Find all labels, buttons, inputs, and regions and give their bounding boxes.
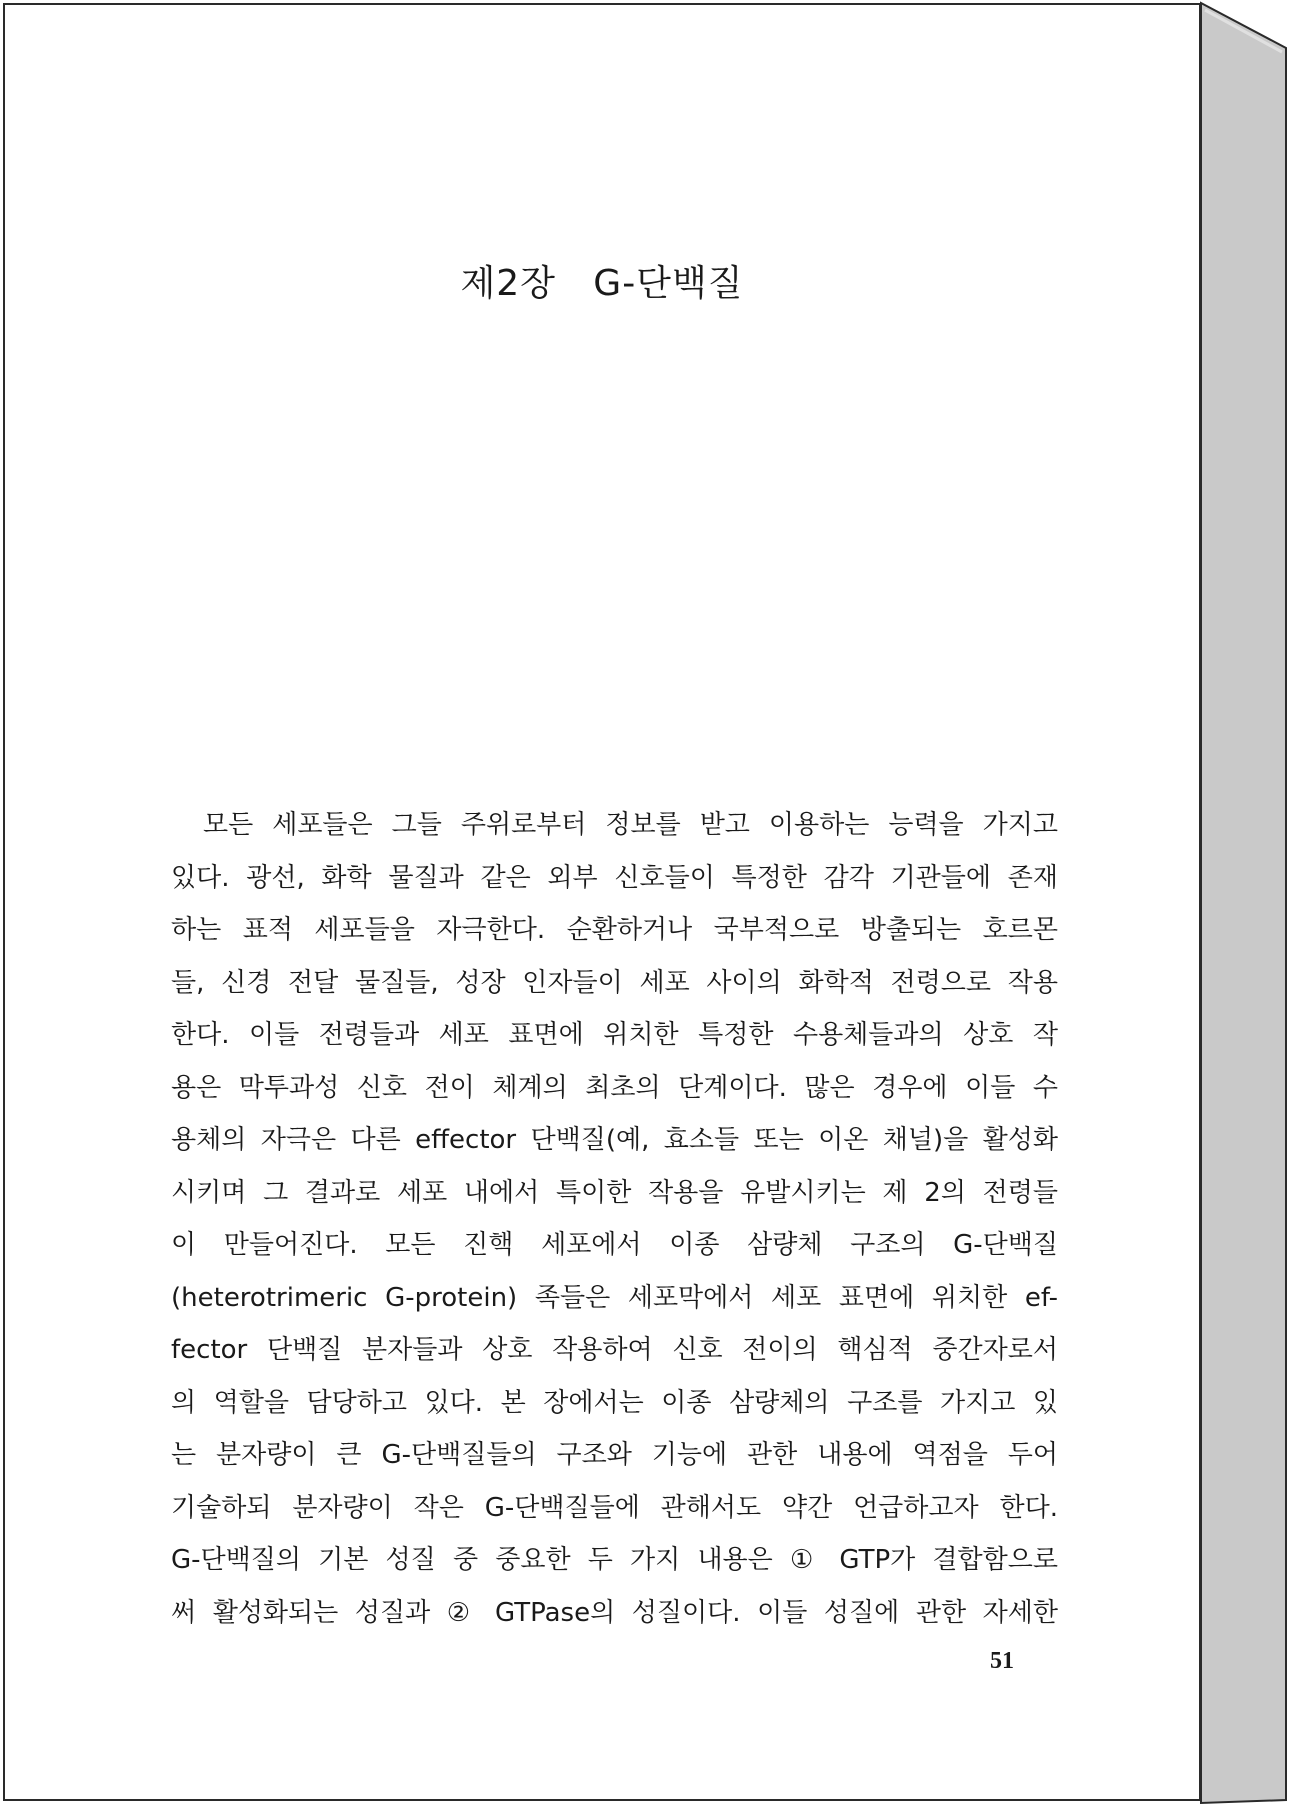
text-line: 용체의 자극은 다른 effector 단백질(예, 효소들 또는 이온 채널)을 활성화 — [171, 1125, 1058, 1155]
text-line: 한다. 이들 전령들과 세포 표면에 위치한 특정한 수용체들과의 상호 작 — [171, 1020, 1058, 1050]
book-side-face — [1201, 3, 1286, 1803]
text-line: 는 분자량이 큰 G-단백질들의 구조와 기능에 관한 내용에 역점을 두어 — [171, 1440, 1058, 1470]
text-line: 들, 신경 전달 물질들, 성장 인자들이 세포 사이의 화학적 전령으로 작용 — [171, 967, 1058, 998]
body-paragraph — [171, 799, 1058, 1639]
text-line: 써 활성화되는 성질과 ② GTPase의 성질이다. 이들 성질에 관한 자세한 — [171, 1597, 1058, 1628]
chapter-title: G-단백질 — [593, 263, 744, 304]
text-line: 이 만들어진다. 모든 진핵 세포에서 이종 삼량체 구조의 G-단백질 — [171, 1230, 1058, 1260]
text-line: G-단백질의 기본 성질 중 중요한 두 가지 내용은 ① GTP가 결합함으로 — [171, 1545, 1058, 1575]
text-line: 기술하되 분자량이 작은 G-단백질들에 관해서도 약간 언급하고자 한다. — [171, 1492, 1058, 1523]
text-line: 시키며 그 결과로 세포 내에서 특이한 작용을 유발시키는 제 2의 전령들 — [171, 1177, 1058, 1208]
text-line: 있다. 광선, 화학 물질과 같은 외부 신호들이 특정한 감각 기관들에 존재 — [171, 862, 1058, 893]
chapter-number: 제2장 — [460, 263, 556, 304]
text-line: fector 단백질 분자들과 상호 작용하여 신호 전이의 핵심적 중간자로서 — [171, 1335, 1058, 1365]
text-line: 의 역할을 담당하고 있다. 본 장에서는 이종 삼량체의 구조를 가지고 있 — [171, 1387, 1058, 1418]
book-page — [3, 3, 1201, 1801]
text-line: 모든 세포들은 그들 주위로부터 정보를 받고 이용하는 능력을 가지고 — [203, 810, 1058, 840]
page-number: 51 — [990, 1648, 1014, 1674]
text-line: 용은 막투과성 신호 전이 체계의 최초의 단계이다. 많은 경우에 이들 수 — [171, 1072, 1058, 1103]
chapter-heading — [5, 255, 1199, 306]
text-line: 하는 표적 세포들을 자극한다. 순환하거나 국부적으로 방출되는 호르몬 — [171, 915, 1058, 945]
text-line: (heterotrimeric G-protein) 족들은 세포막에서 세포 표면에 위치한 ef- — [171, 1282, 1058, 1313]
